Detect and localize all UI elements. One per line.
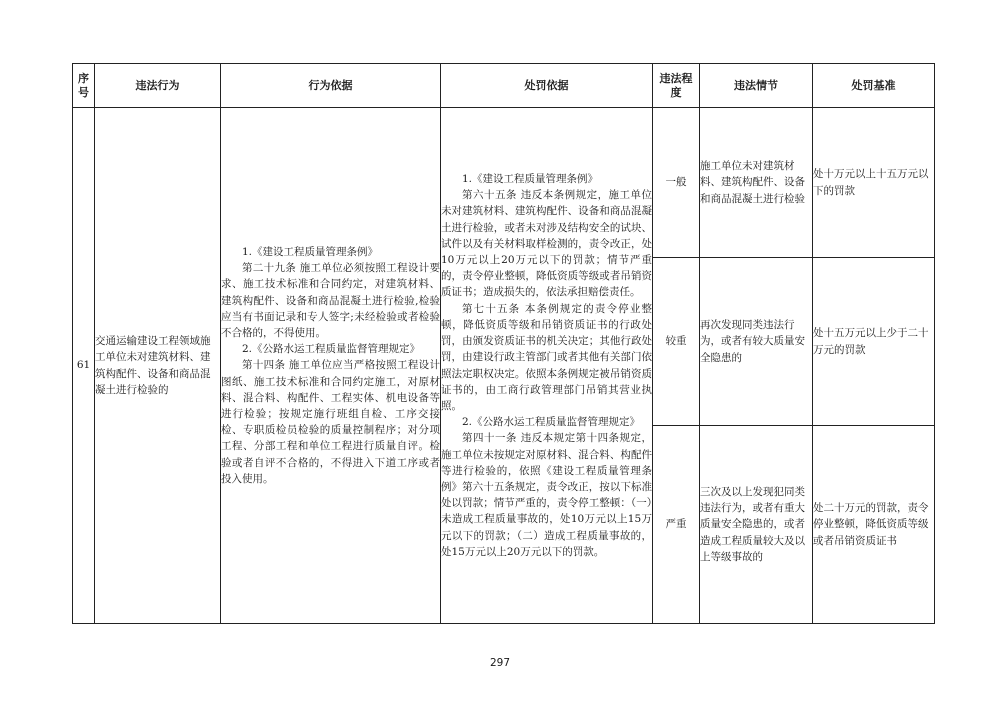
circumstance-serious: 再次发现同类违法行为，或者有较大质量安全隐患的 xyxy=(700,258,813,426)
penalty-law-1: 1.《建设工程质量管理条例》 xyxy=(462,173,599,186)
penalty-law-2: 2.《公路水运工程质量监督管理规定》 xyxy=(462,416,641,429)
header-standard: 处罚基准 xyxy=(813,64,935,108)
header-basis: 行为依据 xyxy=(221,64,441,108)
standard-severe: 处二十万元的罚款，责令停业整顿，降低资质等级或者吊销资质证书 xyxy=(813,426,935,624)
header-seq: 序号 xyxy=(73,64,95,108)
header-row xyxy=(73,64,935,108)
penalty-article-75: 第七十五条 本条例规定的责令停业整顿，降低资质等级和吊销资质证书的行政处罚，由颁发资质证书的机关决定；其他行政处罚，由建设行政主管部门或者其他有关部门依照法定职权决定。依照本条例规定被吊销资质证书的，由工商行政管理部门吊销其营业执照。 xyxy=(441,302,652,412)
row-act: 交通运输建设工程领域施工单位未对建筑材料、建筑构配件、设备和商品混凝土进行检验的 xyxy=(95,108,221,624)
basis-article-2: 第十四条 施工单位应当严格按照工程设计图纸、施工技术标准和合同约定施工，对原材料、混合料、构配件、工程实体、机电设备等进行检验；按规定施行班组自检、工序交接检、专职质检员检验的质量控制程序；对分项工程、分部工程和单位工程进行质量自评。检验或者自评不合格的，不得进入下道工序或者投入使用。 xyxy=(221,359,440,485)
standard-serious: 处十五万元以上少于二十万元的罚款 xyxy=(813,258,935,426)
page-number: 297 xyxy=(489,657,511,669)
header-circumstance: 违法情节 xyxy=(700,64,813,108)
row-seq: 61 xyxy=(73,108,95,624)
basis-law-2: 2.《公路水运工程质量监督管理规定》 xyxy=(242,343,421,356)
basis-law-1: 1.《建设工程质量管理条例》 xyxy=(242,245,379,258)
basis-article-1: 第二十九条 施工单位必须按照工程设计要求、施工技术标准和合同约定，对建筑材料、建筑构配件、设备和商品混凝土进行检验,检验应当有书面记录和专人签字;未经检验或者检验不合格的，不得使用。 xyxy=(221,262,440,339)
penalty-table xyxy=(72,63,935,624)
standard-general: 处十万元以上十五万元以下的罚款 xyxy=(813,108,935,258)
degree-severe: 严重 xyxy=(653,426,700,624)
penalty-article-41: 第四十一条 违反本规定第十四条规定，施工单位未按规定对原材料、混合料、构配件等进行检验的，依照《建设工程质量管理条例》第六十五条规定，责令改正，按以下标准处以罚款；情节严重的，责令停工整顿：（一）未造成工程质量事故的，处10万元以上15万元以下的罚款；（二）造成工程质量事故的，处15万元以上20万元以下的罚款。 xyxy=(441,432,652,558)
table-row xyxy=(73,108,935,258)
circumstance-general: 施工单位未对建筑材料、建筑构配件、设备和商品混凝土进行检验 xyxy=(700,108,813,258)
degree-serious: 较重 xyxy=(653,258,700,426)
row-basis xyxy=(221,108,441,624)
row-penalty-basis xyxy=(441,108,653,624)
header-act: 违法行为 xyxy=(95,64,221,108)
degree-general: 一般 xyxy=(653,108,700,258)
penalty-article-65: 第六十五条 违反本条例规定，施工单位未对建筑材料、建筑构配件、设备和商品混凝土进行检验，或者未对涉及结构安全的试块、试件以及有关材料取样检测的，责令改正，处10万元以上20万元以下的罚款；情节严重的，责令停业整顿，降低资质等级或者吊销资质证书；造成损失的，依法承担赔偿责任。 xyxy=(441,189,652,299)
header-penalty-basis: 处罚依据 xyxy=(441,64,653,108)
header-degree: 违法程度 xyxy=(653,64,700,108)
circumstance-severe: 三次及以上发现犯同类违法行为，或者有重大质量安全隐患的，或者造成工程质量较大及以上等级事故的 xyxy=(700,426,813,624)
